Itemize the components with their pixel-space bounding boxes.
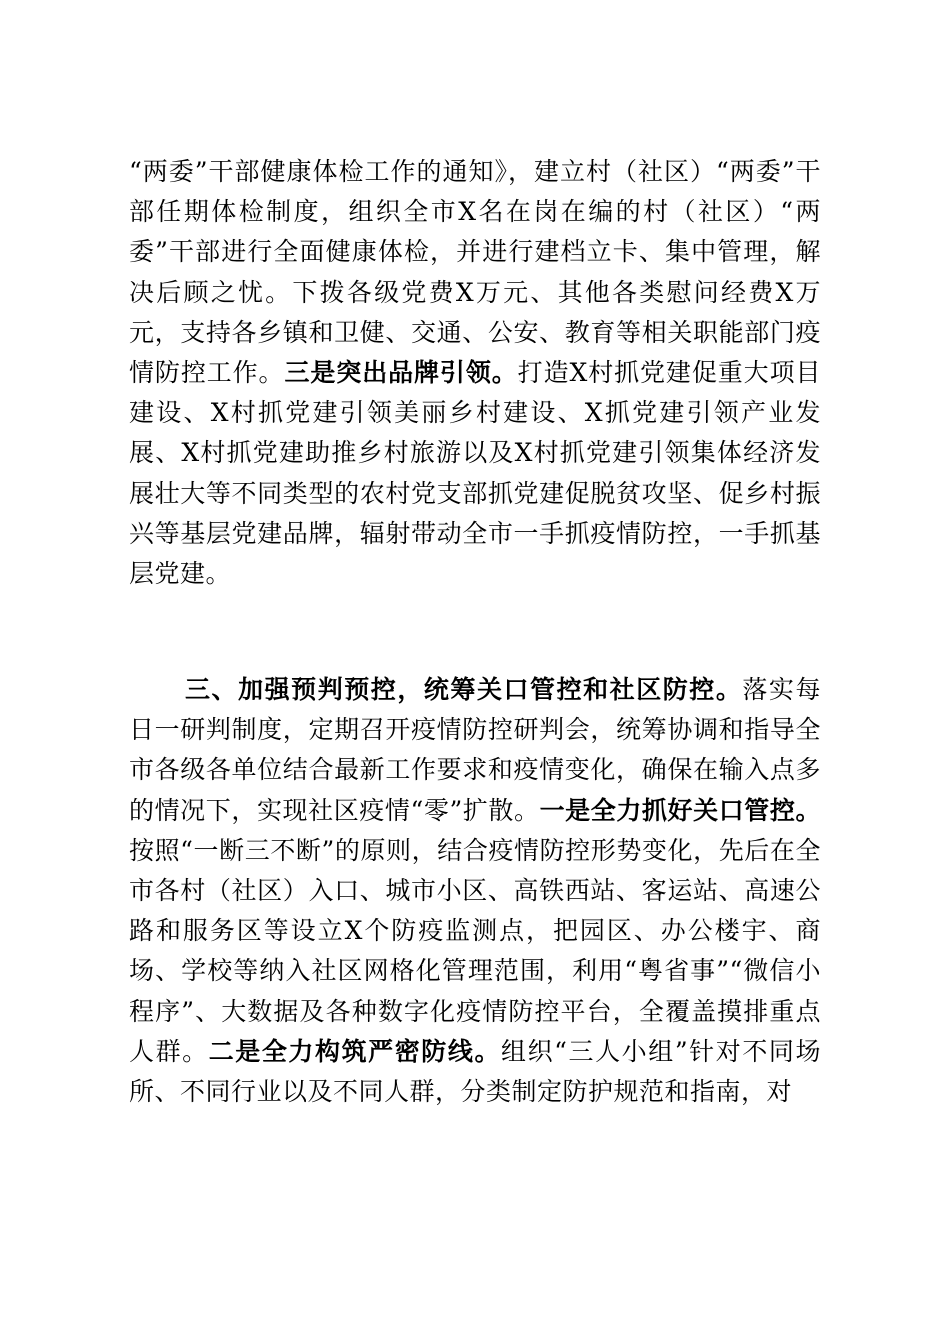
paragraph-2-text-3: 组织“三人小组”针对不同场所、不同行业以及不同人群，分类制定防护规范和指南，对 (129, 1036, 821, 1107)
section-heading-3: 三、加强预判预控，统筹关口管控和社区防控。 (185, 675, 743, 704)
paragraph-1-text-1: “两委”干部健康体检工作的通知》，建立村（社区）“两委”干部任期体检制度，组织全市X名在岗在编的村（社区）“两委”干部进行全面健康体检，并进行建档立卡、集中管理，解决后顾之忧。下拨各级党费X万元、其他各类慰问经费X万元，支持各乡镇和卫健、交通、公安、教育等相关职能部门疫情防控工作。 (129, 157, 821, 388)
heading-brand-leading: 三是突出品牌引领。 (284, 358, 518, 388)
paragraph-2-text-2: 按照“一断三不断”的原则，结合疫情防控形势变化，先后在全市各村（社区）入口、城市小区、高铁西站、客运站、高速公路和服务区等设立X个防疫监测点，把园区、办公楼宇、商场、学校等纳入社区网格化管理范围，利用“粤省事”“微信小程序”、大数据及各种数字化疫情防控平台，全覆盖摸排重点人群。 (129, 835, 821, 1066)
paragraph-1-text-2: 打造X村抓党建促重大项目建设、X村抓党建引领美丽乡村建设、X抓党建引领产业发展、X村抓党建助推乡村旅游以及X村抓党建引领集体经济发展壮大等不同类型的农村党支部抓党建促脱贫攻坚、促乡村振兴等基层党建品牌，辐射带动全市一手抓疫情防控，一手抓基层党建。 (129, 358, 821, 589)
paragraph-2-text-1: 落实每日一研判制度，定期召开疫情防控研判会，统筹协调和指导全市各级各单位结合最新工作要求和疫情变化，确保在输入点多的情况下，实现社区疫情“零”扩散。 (129, 675, 821, 825)
body-paragraph-2 (129, 670, 821, 1112)
heading-defense-line: 二是全力构筑严密防线。 (208, 1036, 502, 1066)
heading-checkpoint-control: 一是全力抓好关口管控。 (539, 795, 821, 825)
body-paragraph-1 (129, 152, 821, 594)
